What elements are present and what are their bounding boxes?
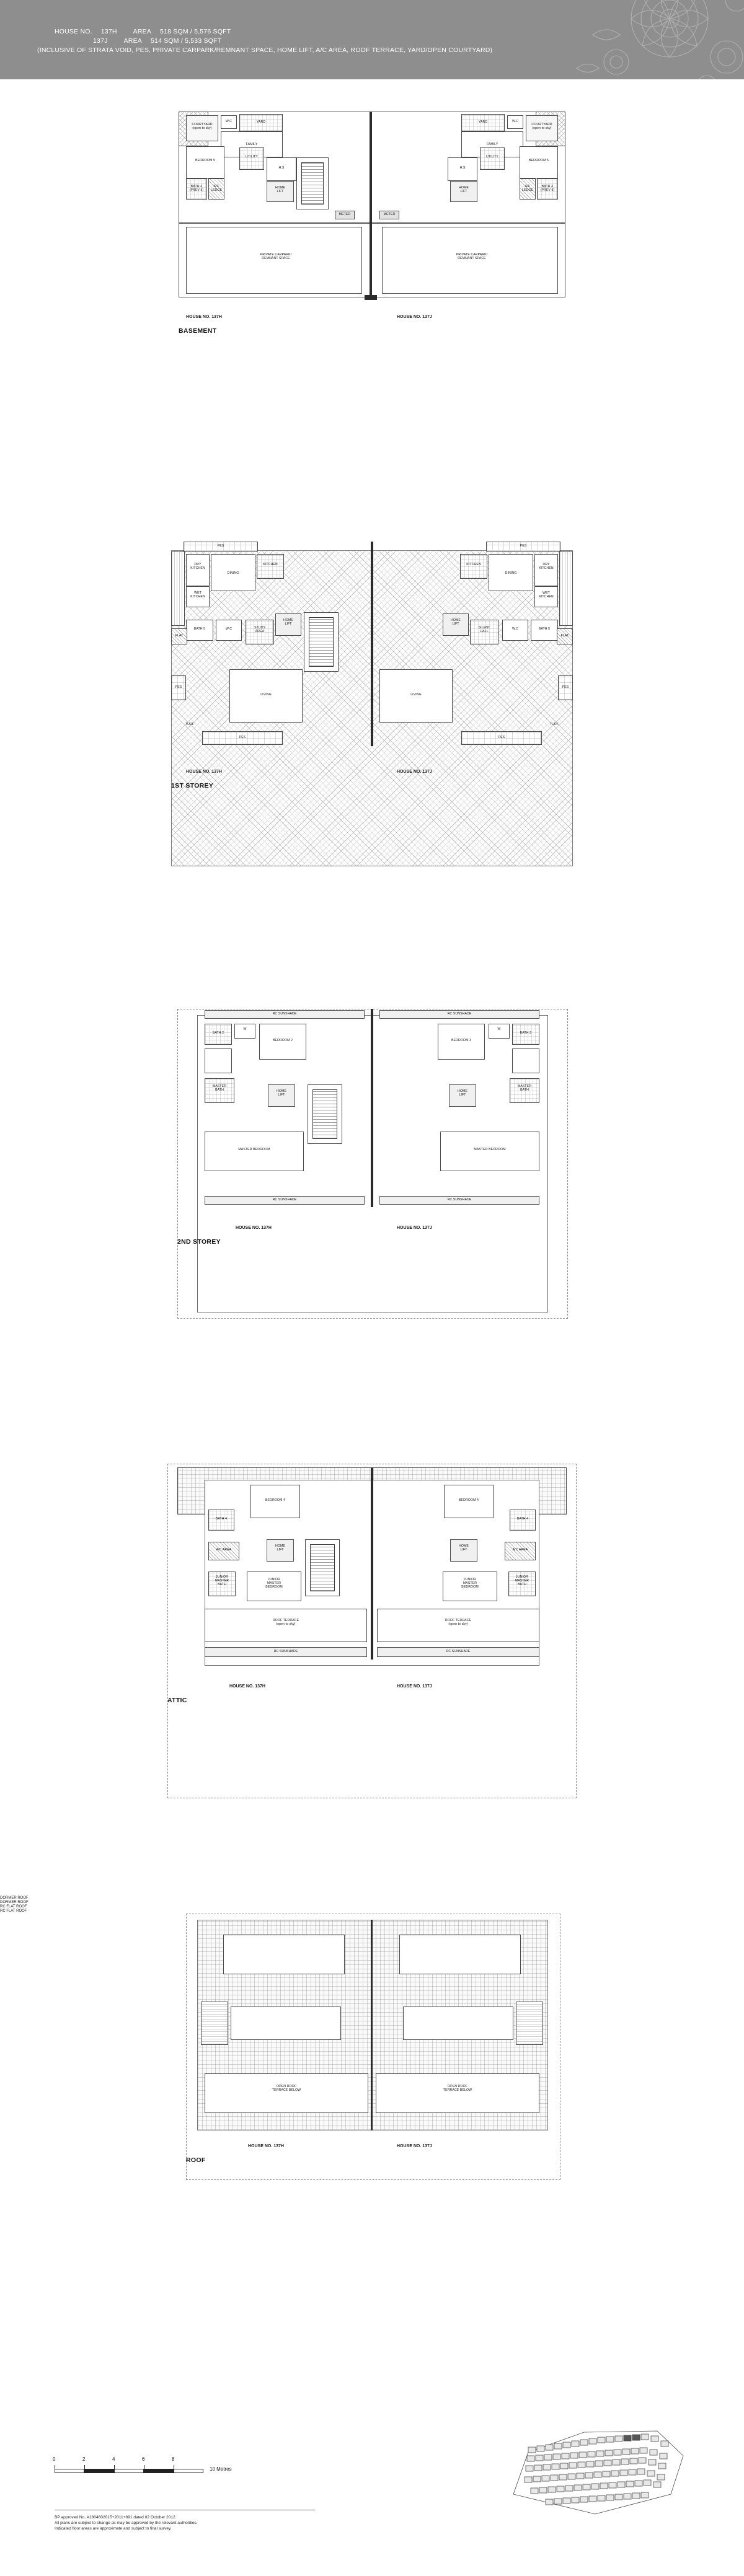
label-bath5-left: BATH 4 (PREV 5) — [189, 185, 204, 192]
label-junior-master-bedroom-right: JUNIOR MASTER BEDROOM — [461, 1578, 479, 1589]
scale-tick-2 — [114, 2465, 115, 2472]
first-right-louvre — [559, 552, 573, 626]
label-flat-roof-left: FLAT — [175, 634, 184, 638]
attic-caption-left: HOUSE NO. 137H — [229, 1684, 265, 1689]
label-bath5-right: BATH 4 (PREV 5) — [540, 185, 555, 192]
first-stair — [309, 617, 334, 667]
label-bedroom5-right: BEDROOM 5 — [528, 159, 549, 162]
first-left-dry-kitchen — [186, 554, 210, 586]
label-bath5-first-left: BATH 5 — [193, 627, 206, 631]
roof-right-flat-roof — [403, 2007, 513, 2040]
second-right-master-bedroom — [440, 1132, 539, 1171]
roof-left-dormer — [223, 1935, 345, 1974]
scale-seg-0 — [55, 2469, 84, 2473]
label-courtyard-left: COURTYARD (open to sky) — [192, 123, 213, 130]
roof-left-open-terrace-below — [205, 2073, 368, 2113]
label-wc-right: W.C — [512, 120, 519, 123]
attic-party-wall — [371, 1467, 373, 1659]
label-bath5-first-right: BATH 5 — [538, 627, 551, 631]
label-meter-left: METER — [339, 213, 351, 216]
label-wet-kitchen-left: WET KITCHEN — [190, 591, 205, 599]
label-rc-sunshade-top-right: RC SUNSHADE — [447, 1012, 472, 1016]
second-left-lobby — [205, 1048, 232, 1073]
label-kitchen-right: KITCHEN — [466, 563, 481, 566]
plan-roof — [0, 1896, 744, 2293]
scale-num-3: 6 — [142, 2456, 145, 2462]
label-home-lift-attic-right: HOME LIFT — [459, 1544, 469, 1552]
label-ac-area-left: A/C AREA — [216, 1548, 232, 1552]
label-ac-area-right: A/C AREA — [512, 1548, 528, 1552]
plan-basement — [0, 93, 744, 477]
label-dormer-roof-left: DORMER ROOF — [0, 1896, 29, 1900]
scale-seg-3 — [144, 2469, 174, 2473]
label-wc-first-right: W.C — [512, 627, 519, 631]
label-bath3-right: BATH 3 — [520, 1031, 532, 1035]
label-dining-left: DINING — [227, 571, 239, 575]
label-dry-kitchen-left: DRY KITCHEN — [190, 563, 205, 570]
label-rc-sunshade-top-left: RC SUNSHADE — [272, 1012, 297, 1016]
page-header — [0, 0, 744, 79]
attic-stair — [310, 1544, 335, 1591]
label-hs-right: H.S — [459, 166, 466, 170]
label-rc-flat-roof-right: RC FLAT ROOF — [0, 1909, 27, 1913]
label-utility-left: UTILITY — [245, 155, 258, 159]
roof-right-open-terrace-below — [376, 2073, 539, 2113]
scale-num-0: 0 — [53, 2456, 56, 2462]
label-open-roof-terrace-below-right: OPEN ROOF TERRACE BELOW — [443, 2085, 472, 2092]
key-plan-diagram — [502, 2420, 688, 2519]
label-pes-top-left: PES — [217, 544, 224, 548]
first-caption-right: HOUSE NO. 137J — [397, 770, 432, 774]
house-no-value-2: 137J — [93, 37, 108, 45]
label-junior-master-bath-left: JUNIOR MASTER BATH — [215, 1575, 229, 1586]
plan-second-storey — [0, 991, 744, 1425]
label-dry-kitchen-right: DRY KITCHEN — [539, 563, 554, 570]
label-home-lift-first-left: HOME LIFT — [283, 618, 293, 626]
second-left-master-bedroom — [205, 1132, 304, 1171]
label-private-carpark-left: PRIVATE CARPARK/ REMNANT SPACE — [260, 253, 292, 260]
house-no-label-1: HOUSE NO. — [55, 28, 92, 35]
label-bedroom4-right: BEDROOM 4 — [458, 1498, 479, 1502]
label-bedroom4-left: BEDROOM 4 — [265, 1498, 286, 1502]
area-label-1: AREA — [133, 28, 152, 35]
label-master-bedroom-left: MASTER BEDROOM — [238, 1148, 270, 1151]
label-wc-left: W.C — [225, 120, 232, 123]
label-roof-terrace-left: ROOF TERRACE (open to sky) — [272, 1619, 299, 1626]
label-pes-right-side: PES — [562, 685, 569, 689]
basement-storey-label: BASEMENT — [179, 327, 217, 335]
label-master-bath-left: MASTER BATH — [212, 1084, 227, 1092]
area-value-1: 518 SQM / 5,576 SQFT — [160, 28, 231, 35]
label-pes-bottom-left: PES — [239, 736, 246, 739]
roof-right-gutter — [516, 2002, 543, 2045]
footer-notes — [55, 2515, 451, 2531]
label-bath4-left: BATH 4 — [215, 1517, 228, 1521]
footer-line-1: BP approved No. A1804602015+2011+891 dated 02 October 2012. — [55, 2515, 177, 2520]
basement-caption-left: HOUSE NO. 137H — [186, 315, 222, 319]
label-dining-right: DINING — [505, 571, 517, 575]
label-utility-right: UTILITY — [485, 155, 498, 159]
label-junior-master-bath-right: JUNIOR MASTER BATH — [515, 1575, 529, 1586]
label-private-carpark-right: PRIVATE CARPARK/ REMNANT SPACE — [456, 253, 488, 260]
attic-storey-label: ATTIC — [167, 1697, 187, 1704]
second-caption-right: HOUSE NO. 137J — [397, 1226, 432, 1230]
first-party-wall — [371, 542, 373, 746]
scale-unit-label: 10 Metres — [210, 2466, 232, 2472]
first-left-louvre — [171, 552, 185, 626]
label-master-bedroom-right: MASTER BEDROOM — [474, 1148, 506, 1151]
first-storey-label: 1ST STOREY — [171, 782, 214, 789]
area-label-2: AREA — [123, 37, 142, 45]
area-value-2: 514 SQM / 5,533 SQFT — [150, 37, 222, 45]
basement-caption-right: HOUSE NO. 137J — [397, 315, 432, 319]
label-silent-hall-right: SILENT HALL — [478, 626, 490, 633]
roof-party-wall — [371, 1920, 373, 2130]
inclusive-note: (INCLUSIVE OF STRATA VOID, PES, PRIVATE CARPARK/REMNANT SPACE, HOME LIFT, A/C AREA, ROOF TERRACE, YARD/OPEN COURTYARD) — [37, 46, 493, 54]
basement-stair — [301, 162, 324, 204]
second-right-lobby — [512, 1048, 539, 1073]
basement-party-wall-foot — [365, 295, 377, 300]
label-pes-bottom-right: PES — [498, 736, 505, 739]
label-wet-kitchen-right: WET KITCHEN — [539, 591, 554, 599]
label-turf-left: TURF — [185, 723, 195, 726]
label-home-lift-right: HOME LIFT — [459, 186, 469, 193]
label-study-area-left: STUDY AREA — [254, 626, 266, 633]
label-master-bath-right: MASTER BATH — [517, 1084, 532, 1092]
label-family-right: FAMILY — [486, 143, 498, 146]
scale-num-2: 4 — [112, 2456, 115, 2462]
footer-line-3: Indicated floor areas are approximate and subject to final survey. — [55, 2526, 172, 2531]
first-right-dry-kitchen — [534, 554, 558, 586]
roof-left-gutter — [201, 2002, 228, 2045]
label-meter-right: METER — [383, 213, 396, 216]
footer-line-2: All plans are subject to change as may be approved by the relevant authorities. — [55, 2521, 198, 2525]
label-ac-ledge-left: A/C LEDGE — [210, 185, 223, 192]
label-turf-right: TURF — [549, 723, 559, 726]
scale-num-4: 8 — [172, 2456, 175, 2462]
roof-caption-left: HOUSE NO. 137H — [248, 2144, 284, 2148]
header-title-block — [37, 27, 493, 55]
label-flat-roof-right: FLAT — [560, 634, 569, 638]
basement-right-carpark — [382, 227, 558, 294]
label-rc-sunshade-bottom-left: RC SUNSHADE — [272, 1198, 297, 1202]
label-home-lift-left: HOME LIFT — [275, 186, 285, 193]
second-storey-label: 2ND STOREY — [177, 1238, 221, 1246]
basement-left-carpark — [186, 227, 362, 294]
label-living-left: LIVING — [260, 693, 272, 697]
basement-right-utility — [480, 147, 505, 170]
label-wc-first-left: W.C — [225, 627, 232, 631]
scale-seg-1 — [84, 2469, 114, 2473]
basement-left-bedroom5 — [186, 146, 224, 178]
label-bath4-right: BATH 4 — [516, 1517, 529, 1521]
roof-right-dormer — [399, 1935, 521, 1974]
roof-caption-right: HOUSE NO. 137J — [397, 2144, 432, 2148]
scale-seg-2 — [114, 2469, 144, 2473]
label-kitchen-left: KITCHEN — [263, 563, 278, 566]
basement-right-bedroom5 — [520, 146, 558, 178]
label-yard-left: YARD — [256, 120, 266, 124]
second-stair — [312, 1089, 337, 1139]
label-family-left: FAMILY — [246, 143, 258, 146]
label-rc-sunshade-attic-right: RC SUNSHADE — [446, 1650, 471, 1653]
second-caption-left: HOUSE NO. 137H — [236, 1226, 272, 1230]
first-right-kitchen — [460, 554, 487, 579]
second-right-wardrobe — [489, 1024, 510, 1039]
label-roof-terrace-right: ROOF TERRACE (open to sky) — [445, 1619, 472, 1626]
label-junior-master-bedroom-left: JUNIOR MASTER BEDROOM — [265, 1578, 283, 1589]
basement-left-utility — [239, 147, 264, 170]
plan-first-storey — [0, 527, 744, 961]
label-yard-right: YARD — [478, 120, 488, 124]
first-left-kitchen — [257, 554, 284, 579]
label-home-lift-second-right: HOME LIFT — [458, 1089, 467, 1097]
label-wardrobe-right: W — [497, 1027, 501, 1031]
label-bedroom2-left: BEDROOM 2 — [272, 1039, 293, 1042]
label-home-lift-second-left: HOME LIFT — [277, 1089, 286, 1097]
scale-num-1: 2 — [82, 2456, 86, 2462]
label-living-right: LIVING — [410, 693, 422, 697]
second-left-wardrobe — [234, 1024, 255, 1039]
label-rc-sunshade-attic-left: RC SUNSHADE — [273, 1650, 298, 1653]
second-party-wall — [371, 1009, 373, 1207]
label-home-lift-attic-left: HOME LIFT — [275, 1544, 285, 1552]
label-bath2-left: BATH 2 — [212, 1031, 224, 1035]
scale-tick-1 — [84, 2465, 85, 2472]
plan-attic — [0, 1450, 744, 1884]
label-bedroom3-right: BEDROOM 3 — [451, 1039, 472, 1042]
scale-seg-4 — [174, 2469, 203, 2473]
first-caption-left: HOUSE NO. 137H — [186, 770, 222, 774]
label-pes-left-side: PES — [175, 685, 182, 689]
label-wardrobe-left: W — [243, 1027, 247, 1031]
label-courtyard-right: COURTYARD (open to sky) — [531, 123, 552, 130]
basement-party-wall — [370, 112, 372, 297]
header-ornament-icon — [484, 0, 744, 79]
roof-storey-label: ROOF — [186, 2156, 206, 2164]
roof-left-flat-roof — [231, 2007, 341, 2040]
label-hs-left: H.S — [278, 166, 285, 170]
label-open-roof-terrace-below-left: OPEN ROOF TERRACE BELOW — [272, 2085, 301, 2092]
label-rc-sunshade-bottom-right: RC SUNSHADE — [447, 1198, 472, 1202]
label-rc-flat-roof-left: RC FLAT ROOF — [0, 1905, 27, 1909]
label-pes-top-right: PES — [520, 544, 527, 548]
label-home-lift-first-right: HOME LIFT — [451, 618, 461, 626]
house-no-value-1: 137H — [100, 28, 117, 35]
label-bedroom5-left: BEDROOM 5 — [195, 159, 216, 162]
attic-caption-right: HOUSE NO. 137J — [397, 1684, 432, 1689]
label-ac-ledge-right: A/C LEDGE — [521, 185, 534, 192]
label-dormer-roof-right: DORMER ROOF — [0, 1901, 29, 1904]
